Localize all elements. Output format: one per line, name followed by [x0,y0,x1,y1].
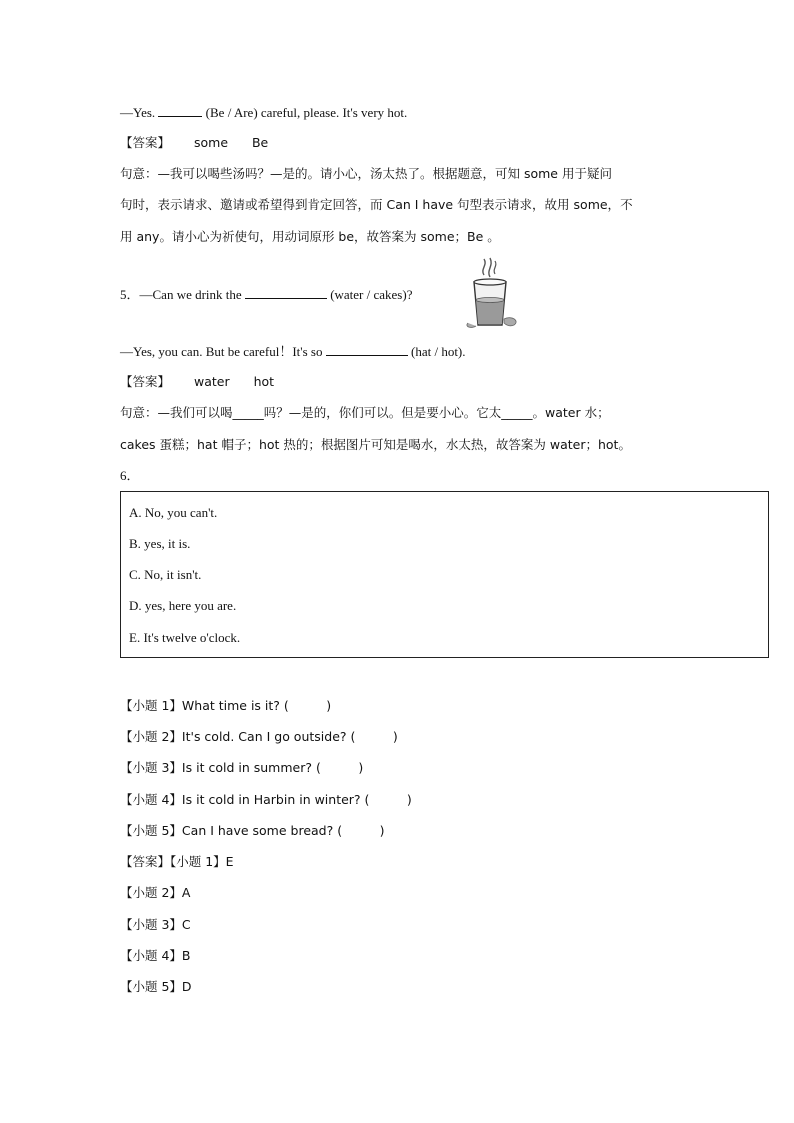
q4-reply-post: (Be / Are) careful, please. It's very hot. [205,105,408,120]
glass-of-hot-water-icon [462,255,522,331]
q5-explanation-line-1: 句意：—我们可以喝_____吗？—是的，你们可以。但是要小心。它太_____。water 水； [120,405,610,420]
q5-blank-2 [326,342,408,356]
q4-explanation-line-3: 用 any。请小心为祈使句，用动词原形 be，故答案为 some；Be 。 [120,229,500,244]
q5-blank-1 [245,285,327,299]
q6-answer-4: 【小题 4】B [120,948,191,963]
q5-question-pre: 5．—Can we drink the [120,287,242,302]
q6-option-e: E. It's twelve o'clock. [129,630,241,645]
q5-answer-line [120,373,274,391]
q5-answer-label: 【答案】 [120,374,171,389]
q5-reply-pre: —Yes, you can. But be careful！It's so [120,344,323,359]
q5-question-post: (water / cakes)? [330,287,413,302]
q6-subquestion-2: 【小题 2】It's cold. Can I go outside? ( ) [120,729,398,744]
q4-answer-label: 【答案】 [120,135,171,150]
q6-subquestion-5: 【小题 5】Can I have some bread? ( ) [120,823,385,838]
q4-blank [158,103,202,117]
q6-answer-1: 【答案】【小题 1】E [120,854,234,869]
q4-answer-1: some [193,135,229,150]
q6-answer-2: 【小题 2】A [120,885,191,900]
q5-reply-line [120,342,466,361]
q5-explanation-line-2: cakes 蛋糕；hat 帽子；hot 热的；根据图片可知是喝水，水太热，故答案为 water；hot。 [120,437,631,452]
q6-answer-3: 【小题 3】C [120,917,191,932]
q6-subquestion-1: 【小题 1】What time is it? ( ) [120,698,332,713]
q6-option-d: D. yes, here you are. [129,598,237,613]
q4-reply-pre: —Yes. [120,105,156,120]
q6-subquestion-3: 【小题 3】Is it cold in summer? ( ) [120,760,364,775]
q6-option-b: B. yes, it is. [129,536,191,551]
q5-question-line [120,285,412,304]
q5-answer-2: hot [253,374,275,389]
q6-option-c: C. No, it isn't. [129,567,202,582]
q6-options-box [120,491,769,658]
q4-reply-line [120,103,407,122]
q6-number: 6． [120,468,140,483]
q6-option-a: A. No, you can't. [129,505,218,520]
q4-answer-line [120,134,268,152]
q5-reply-post: (hat / hot). [411,344,466,359]
q4-explanation-line-1: 句意：—我可以喝些汤吗？—是的。请小心，汤太热了。根据题意，可知 some 用于疑问 [120,166,612,181]
q4-answer-2: Be [251,135,269,150]
q6-answer-5: 【小题 5】D [120,979,192,994]
q6-subquestion-4: 【小题 4】Is it cold in Harbin in winter? ( ) [120,792,412,807]
q5-answer-1: water [193,374,230,389]
q4-explanation-line-2: 句时，表示请求、邀请或希望得到肯定回答，而 Can I have 句型表示请求，故用 some，不 [120,197,633,212]
